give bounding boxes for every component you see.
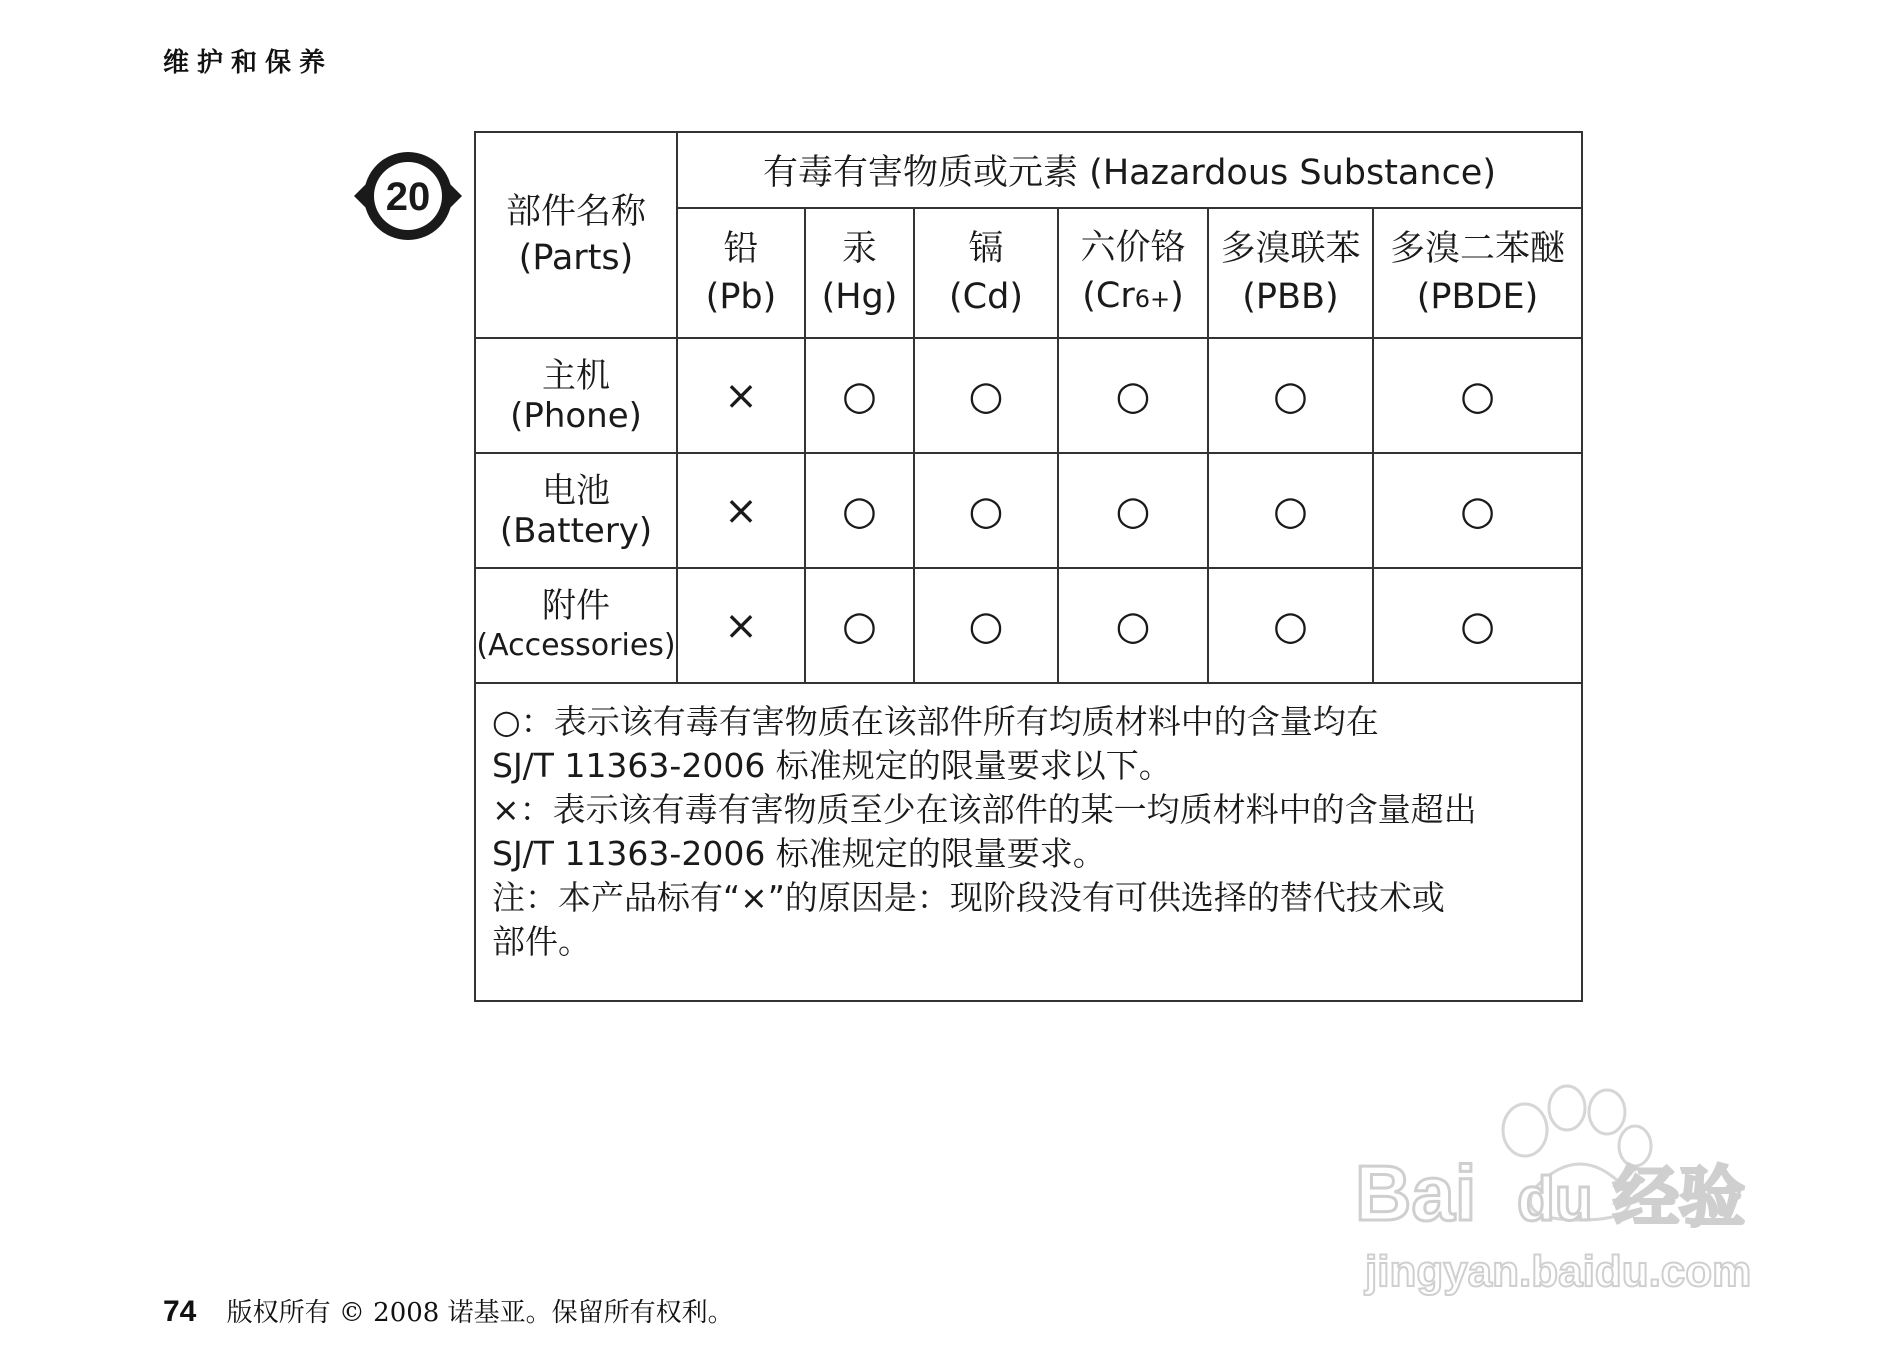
hazardous-substance-table-wrapper	[474, 131, 1581, 988]
mark-cell: ○	[805, 338, 914, 453]
mark-cell: ○	[1373, 453, 1582, 568]
mark-cell: ○	[1208, 338, 1373, 453]
substance-en	[1059, 272, 1207, 323]
substance-zh: 汞	[841, 229, 877, 269]
part-name-cell	[475, 568, 677, 683]
mark-cell: ○	[805, 453, 914, 568]
part-name-en: (Phone)	[510, 395, 642, 436]
table-notes	[475, 683, 1582, 1001]
note-line: 注：本产品标有“×”的原因是：现阶段没有可供选择的替代技术或	[492, 878, 1445, 917]
table-row-battery	[475, 453, 1582, 568]
note-line: 部件。	[492, 922, 591, 961]
parts-header-en: (Parts)	[518, 238, 634, 278]
page-header-title: 维护和保养	[163, 48, 334, 78]
environmental-protection-period-logo	[352, 144, 464, 248]
page-footer	[163, 1292, 734, 1329]
substance-en: (PBB)	[1242, 277, 1339, 317]
substance-en-post: )	[1170, 275, 1184, 316]
substance-header-pbde	[1373, 208, 1582, 338]
mark-cell: ×	[677, 453, 805, 568]
note-line: ×：表示该有毒有害物质至少在该部件的某一均质材料中的含量超出	[492, 790, 1477, 829]
mark-cell: ○	[805, 568, 914, 683]
watermark-brand-cn: 经验	[1613, 1159, 1745, 1236]
substance-en-sup: 6+	[1134, 284, 1171, 313]
part-name-en: (Accessories)	[476, 627, 676, 663]
part-name-zh: 附件	[542, 585, 610, 626]
part-name-cell	[475, 453, 677, 568]
hazardous-substance-title: 有毒有害物质或元素 (Hazardous Substance)	[677, 132, 1582, 208]
mark-cell: ×	[677, 338, 805, 453]
page-number: 74	[163, 1295, 197, 1328]
substance-zh: 六价铬	[1080, 227, 1186, 268]
substance-en: (PBDE)	[1416, 277, 1539, 317]
watermark-brand: Bai	[1355, 1149, 1477, 1237]
mark-cell: ○	[914, 453, 1058, 568]
mark-cell: ○	[1373, 338, 1582, 453]
mark-cell: ○	[1058, 568, 1208, 683]
substance-zh: 多溴联苯	[1220, 229, 1361, 269]
substance-en: (Hg)	[821, 277, 898, 317]
part-name-cell	[475, 338, 677, 453]
note-line: ○：表示该有毒有害物质在该部件所有均质材料中的含量均在	[492, 702, 1379, 741]
part-name-zh: 电池	[542, 470, 610, 511]
part-name-zh: 主机	[542, 355, 610, 396]
substance-en-pre: (Cr	[1082, 275, 1135, 316]
mark-cell: ○	[914, 568, 1058, 683]
table-row-accessories	[475, 568, 1582, 683]
parts-header-zh: 部件名称	[505, 192, 646, 232]
substance-en: (Cd)	[949, 277, 1023, 317]
logo-left-arrow-icon	[354, 180, 370, 212]
mark-cell: ○	[1058, 338, 1208, 453]
mark-cell: ○	[914, 338, 1058, 453]
substance-header-hg	[805, 208, 914, 338]
part-name-en: (Battery)	[499, 510, 653, 551]
note-line: SJ/T 11363-2006 标准规定的限量要求以下。	[492, 746, 1172, 785]
mark-cell: ○	[1058, 453, 1208, 568]
substance-zh: 铅	[723, 229, 759, 269]
logo-right-arrow-icon	[446, 180, 462, 212]
hazardous-substance-table	[474, 131, 1583, 1002]
watermark-url: jingyan.baidu.com	[1365, 1247, 1752, 1296]
copyright-text: 版权所有 © 2008 诺基亚。保留所有权利。	[226, 1298, 734, 1328]
substance-header-pb	[677, 208, 805, 338]
watermark-brand-du: du	[1517, 1165, 1593, 1234]
parts-header-cell	[475, 132, 677, 338]
mark-cell: ○	[1373, 568, 1582, 683]
substance-en: (Pb)	[705, 277, 777, 317]
substance-header-pbb	[1208, 208, 1373, 338]
baidu-jingyan-watermark	[1345, 1070, 1785, 1310]
substance-zh: 多溴二苯醚	[1390, 229, 1566, 269]
note-line: SJ/T 11363-2006 标准规定的限量要求。	[492, 834, 1106, 873]
substance-header-cr6	[1058, 208, 1208, 338]
mark-cell: ○	[1208, 453, 1373, 568]
mark-cell: ○	[1208, 568, 1373, 683]
substance-zh: 镉	[968, 229, 1004, 269]
logo-number: 20	[385, 175, 431, 219]
substance-header-cd	[914, 208, 1058, 338]
table-row-phone	[475, 338, 1582, 453]
mark-cell: ×	[677, 568, 805, 683]
